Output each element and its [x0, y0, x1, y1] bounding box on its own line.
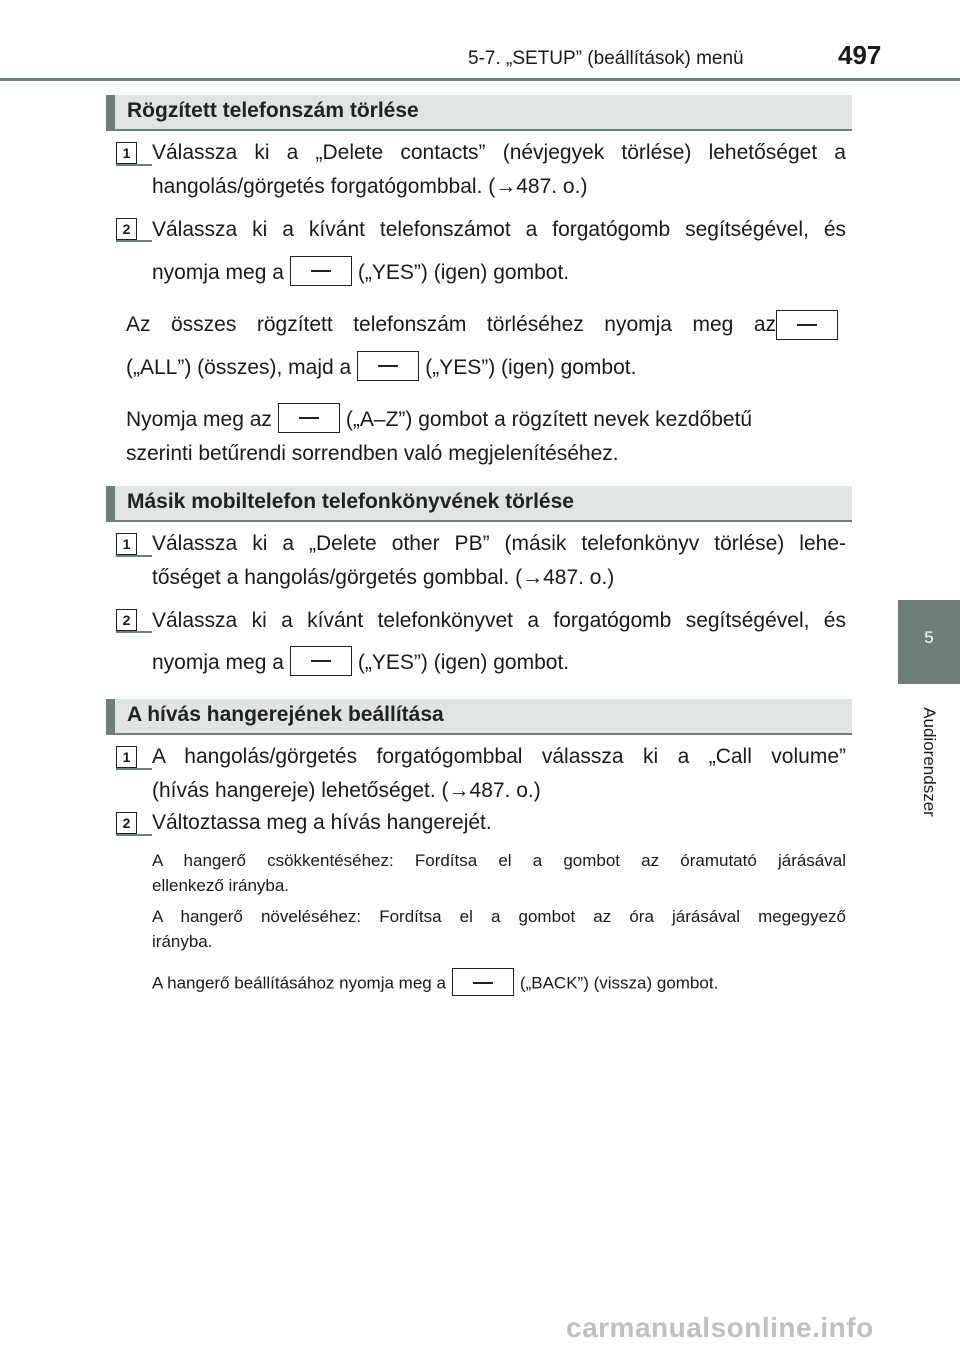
note-text-part: Nyomja meg az [126, 408, 272, 431]
step-underline [116, 555, 152, 557]
step-underline [116, 768, 152, 770]
sub-text-line [152, 970, 718, 998]
step-number: 1 [116, 746, 137, 768]
sub-text: irányba. [152, 932, 213, 951]
yes-button-icon [290, 256, 352, 286]
sub-text-part: A hangerő beállításához nyomja meg a [152, 973, 446, 993]
step-text: Válassza ki a kívánt telefonszámot a forgatógomb segítségével, és [152, 218, 846, 241]
section-header-bar [106, 95, 115, 131]
note-text-part: („ALL”) (összes), majd a [126, 356, 352, 379]
step-text: Válassza ki a „Delete contacts” (névjegyek törlése) lehetőséget a [152, 141, 846, 164]
watermark: carmanualsonline.info [566, 1312, 874, 1343]
chapter-tab [898, 600, 960, 684]
page-number: 497 [838, 40, 882, 70]
sub-text-part: („BACK”) (vissza) gombot. [519, 973, 719, 993]
section-header-bar [106, 699, 115, 735]
step-text: (hívás hangereje) lehetőséget. (→487. o.) [152, 779, 541, 802]
step-text-line [152, 646, 569, 680]
step-text: A hangolás/görgetés forgatógombbal válassza ki a „Call volume” [152, 745, 846, 768]
step-number: 2 [116, 218, 137, 240]
step-underline [116, 631, 152, 633]
yes-button-icon [290, 646, 352, 676]
header-divider [0, 78, 960, 81]
chapter-number: 5 [924, 628, 934, 647]
chapter-label-text: Audiorendszer [920, 707, 939, 817]
note-text: szerinti betűrendi sorrendben való megjelenítéséhez. [126, 442, 619, 465]
step-text-part: nyomja meg a [152, 261, 284, 284]
az-button-icon [278, 403, 340, 433]
all-button-icon [776, 310, 838, 340]
step-underline [116, 834, 152, 836]
note-text-part: („A–Z”) gombot a rögzített nevek kezdőbetű [345, 408, 753, 431]
section-header-bar [106, 486, 115, 522]
back-button-icon [452, 968, 514, 996]
section-header [106, 486, 852, 522]
step-text-part: („YES”) (igen) gombot. [357, 651, 570, 674]
section-title: Másik mobiltelefon telefonkönyvének törlése [127, 490, 574, 513]
step-number: 2 [116, 812, 137, 834]
step-text-part: nyomja meg a [152, 651, 284, 674]
note-text-line [126, 351, 636, 385]
step-text-line [152, 256, 569, 290]
section-title: Rögzített telefonszám törlése [127, 99, 419, 122]
step-text-part: („YES”) (igen) gombot. [357, 261, 570, 284]
step-text: tőséget a hangolás/görgetés gombbal. (→487. o.) [152, 566, 615, 589]
section-header [106, 699, 852, 735]
step-text: hangolás/görgetés forgatógombbal. (→487. o.) [152, 175, 588, 198]
note-text: Az összes rögzített telefonszám törléséhez nyomja meg az [126, 313, 776, 336]
note-text-line [126, 403, 752, 437]
sub-text: A hangerő növeléséhez: Fordítsa el a gombot az óra járásával megegyező [152, 907, 846, 926]
header-title: 5-7. „SETUP” (beállítások) menü [468, 48, 744, 69]
chapter-label [917, 692, 941, 832]
step-number: 2 [116, 609, 137, 631]
step-text: Változtassa meg a hívás hangerejét. [152, 811, 492, 834]
step-number: 1 [116, 533, 137, 555]
section-header [106, 95, 852, 131]
step-underline [116, 240, 152, 242]
note-text-part: („YES”) (igen) gombot. [425, 356, 637, 379]
sub-text: A hangerő csökkentéséhez: Fordítsa el a gombot az óramutató járásával [152, 851, 846, 870]
step-number: 1 [116, 142, 137, 164]
section-title: A hívás hangerejének beállítása [127, 703, 444, 726]
step-text: Válassza ki a „Delete other PB” (másik telefonkönyv törlése) lehe- [152, 532, 846, 555]
sub-text: ellenkező irányba. [152, 876, 290, 895]
yes-button-icon [357, 351, 419, 381]
step-underline [116, 164, 152, 166]
step-text: Válassza ki a kívánt telefonkönyvet a forgatógomb segítségével, és [152, 609, 846, 632]
